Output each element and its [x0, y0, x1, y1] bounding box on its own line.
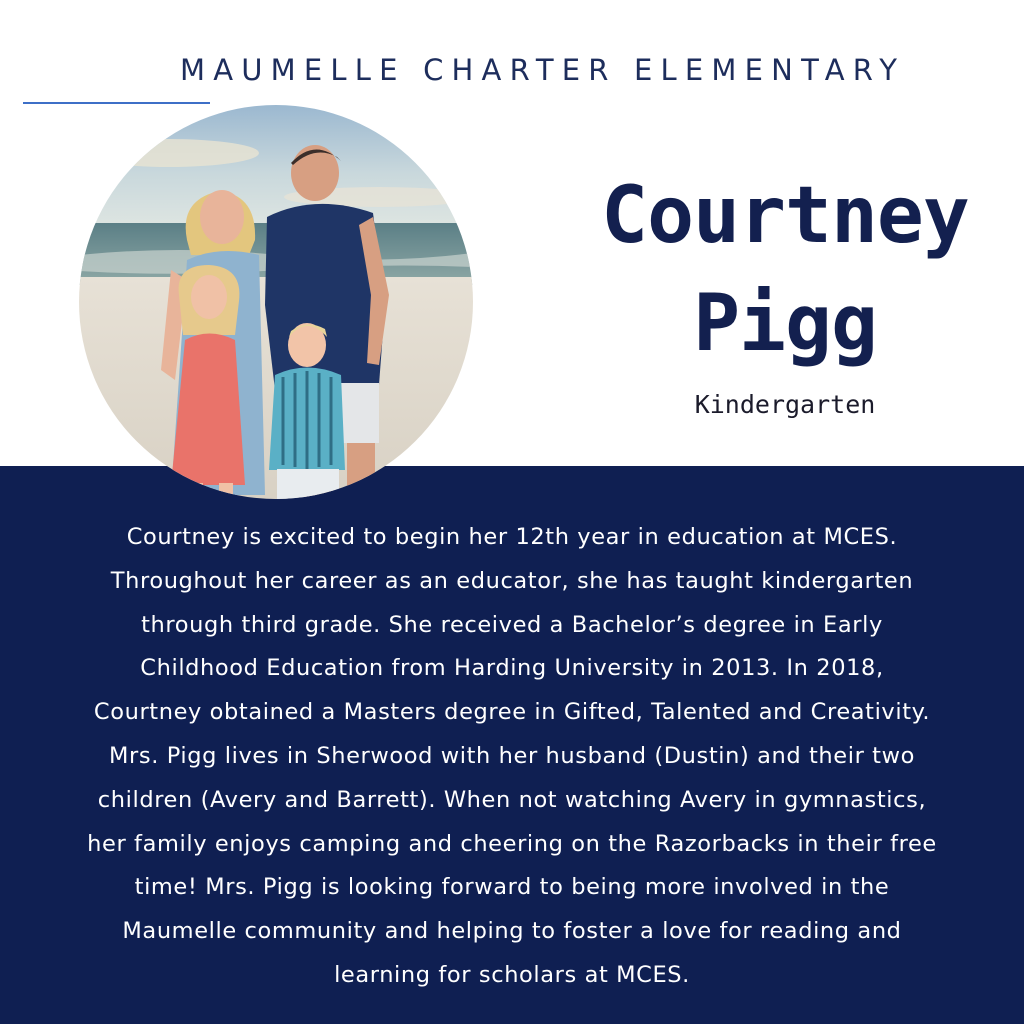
bio-line: children (Avery and Barrett). When not watching Avery in gymnastics, [97, 786, 927, 813]
bio-line: Throughout her career as an educator, she has taught kindergarten [110, 567, 914, 594]
bio-line: her family enjoys camping and cheering on the Razorbacks in their free [87, 830, 937, 857]
bio-text [0, 516, 1024, 998]
first-name: Courtney [601, 171, 969, 261]
bio-line: Mrs. Pigg lives in Sherwood with her husband (Dustin) and their two [109, 742, 915, 769]
family-photo [79, 105, 473, 499]
teacher-name [560, 162, 1010, 378]
bio-line: learning for scholars at MCES. [334, 961, 690, 988]
bio-line: time! Mrs. Pigg is looking forward to being more involved in the [134, 874, 890, 901]
bio-line: Courtney is excited to begin her 12th year in education at MCES. [126, 524, 898, 550]
accent-line [23, 102, 210, 104]
bio-line: Courtney obtained a Masters degree in Gifted, Talented and Creativity. [93, 699, 931, 726]
bio-line: through third grade. She received a Bachelor’s degree in Early [141, 611, 883, 638]
last-name: Pigg [693, 279, 877, 369]
school-name: MAUMELLE CHARTER ELEMENTARY [180, 53, 906, 87]
bio-line: Maumelle community and helping to foster a love for reading and [122, 918, 902, 945]
teacher-role: Kindergarten [694, 390, 876, 419]
bio-line: Childhood Education from Harding University in 2013. In 2018, [140, 655, 884, 682]
